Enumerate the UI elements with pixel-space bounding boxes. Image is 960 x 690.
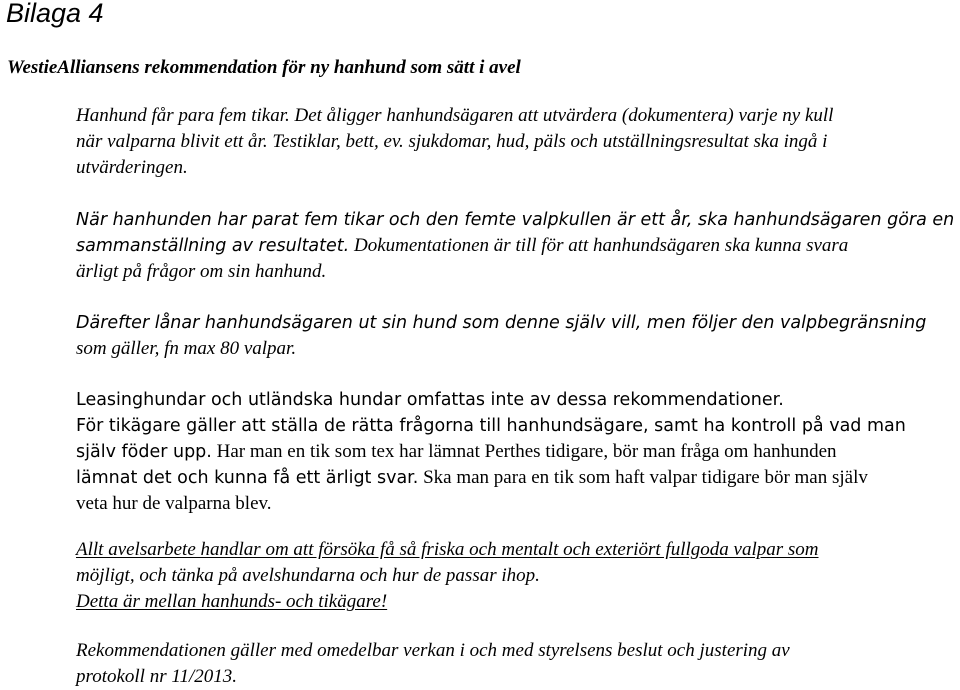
paragraph-line: som gäller, fn max 80 valpar. [76, 338, 297, 359]
paragraph-line: när valparna blivit ett år. Testiklar, bett, ev. sjukdomar, hud, päls och utställningsresultat ska ingå i [76, 131, 828, 152]
paragraph-line: möjligt, och tänka på avelshundarna och hur de passar ihop. [76, 565, 540, 586]
paragraph-text: själv föder upp. [76, 442, 212, 462]
paragraph-line: protokoll nr 11/2013. [76, 666, 237, 687]
document-subtitle: WestieAlliansens rekommendation för ny hanhund som sätt i avel [7, 57, 521, 78]
paragraph-line: Rekommendationen gäller med omedelbar verkan i och med styrelsens beslut och justering av [76, 640, 790, 661]
paragraph-bitch-owners [76, 387, 956, 517]
paragraph-line [76, 439, 956, 465]
paragraph-text: lämnat det och kunna få ett ärligt svar. [76, 468, 419, 488]
paragraph-line [76, 233, 956, 259]
paragraph-text: Har man en tik som tex har lämnat Perthes tidigare, bör man fråga om hanhunden [211, 441, 837, 462]
paragraph-line: Leasinghundar och utländska hundar omfattas inte av dessa rekommendationer. [76, 390, 784, 410]
paragraph-lending [76, 310, 956, 362]
paragraph-line [76, 465, 956, 491]
paragraph-text: Ska man para en tik som haft valpar tidigare bör man själv [418, 467, 868, 488]
page-title: Bilaga 4 [6, 0, 104, 28]
paragraph-line: Allt avelsarbete handlar om att försöka få så friska och mentalt och exteriört fullgoda valpar som [76, 539, 819, 560]
paragraph-line: Hanhund får para fem tikar. Det åligger hanhundsägaren att utvärdera (dokumentera) varje ny kull [76, 105, 834, 126]
paragraph-line: När hanhunden har parat fem tikar och den femte valpkullen är ett år, ska hanhundsägaren göra en [76, 210, 955, 230]
paragraph-line: utvärderingen. [76, 157, 188, 178]
paragraph-text: Dokumentationen är till för att hanhundsägaren ska kunna svara [349, 235, 849, 256]
paragraph-line: ärligt på frågor om sin hanhund. [76, 261, 327, 282]
paragraph-effective-date [76, 638, 956, 690]
paragraph-summary [76, 207, 956, 285]
paragraph-line: veta hur de valparna blev. [76, 493, 272, 514]
paragraph-breeding-rules [76, 103, 956, 181]
paragraph-breeding-goal [76, 537, 956, 615]
paragraph-line: För tikägare gäller att ställa de rätta frågorna till hanhundsägare, samt ha kontroll på vad man [76, 416, 906, 436]
paragraph-line: Därefter lånar hanhundsägaren ut sin hund som denne själv vill, men följer den valpbegränsning [76, 313, 927, 333]
paragraph-text: sammanställning av resultatet. [76, 236, 350, 256]
paragraph-line: Detta är mellan hanhunds- och tikägare! [76, 591, 388, 612]
